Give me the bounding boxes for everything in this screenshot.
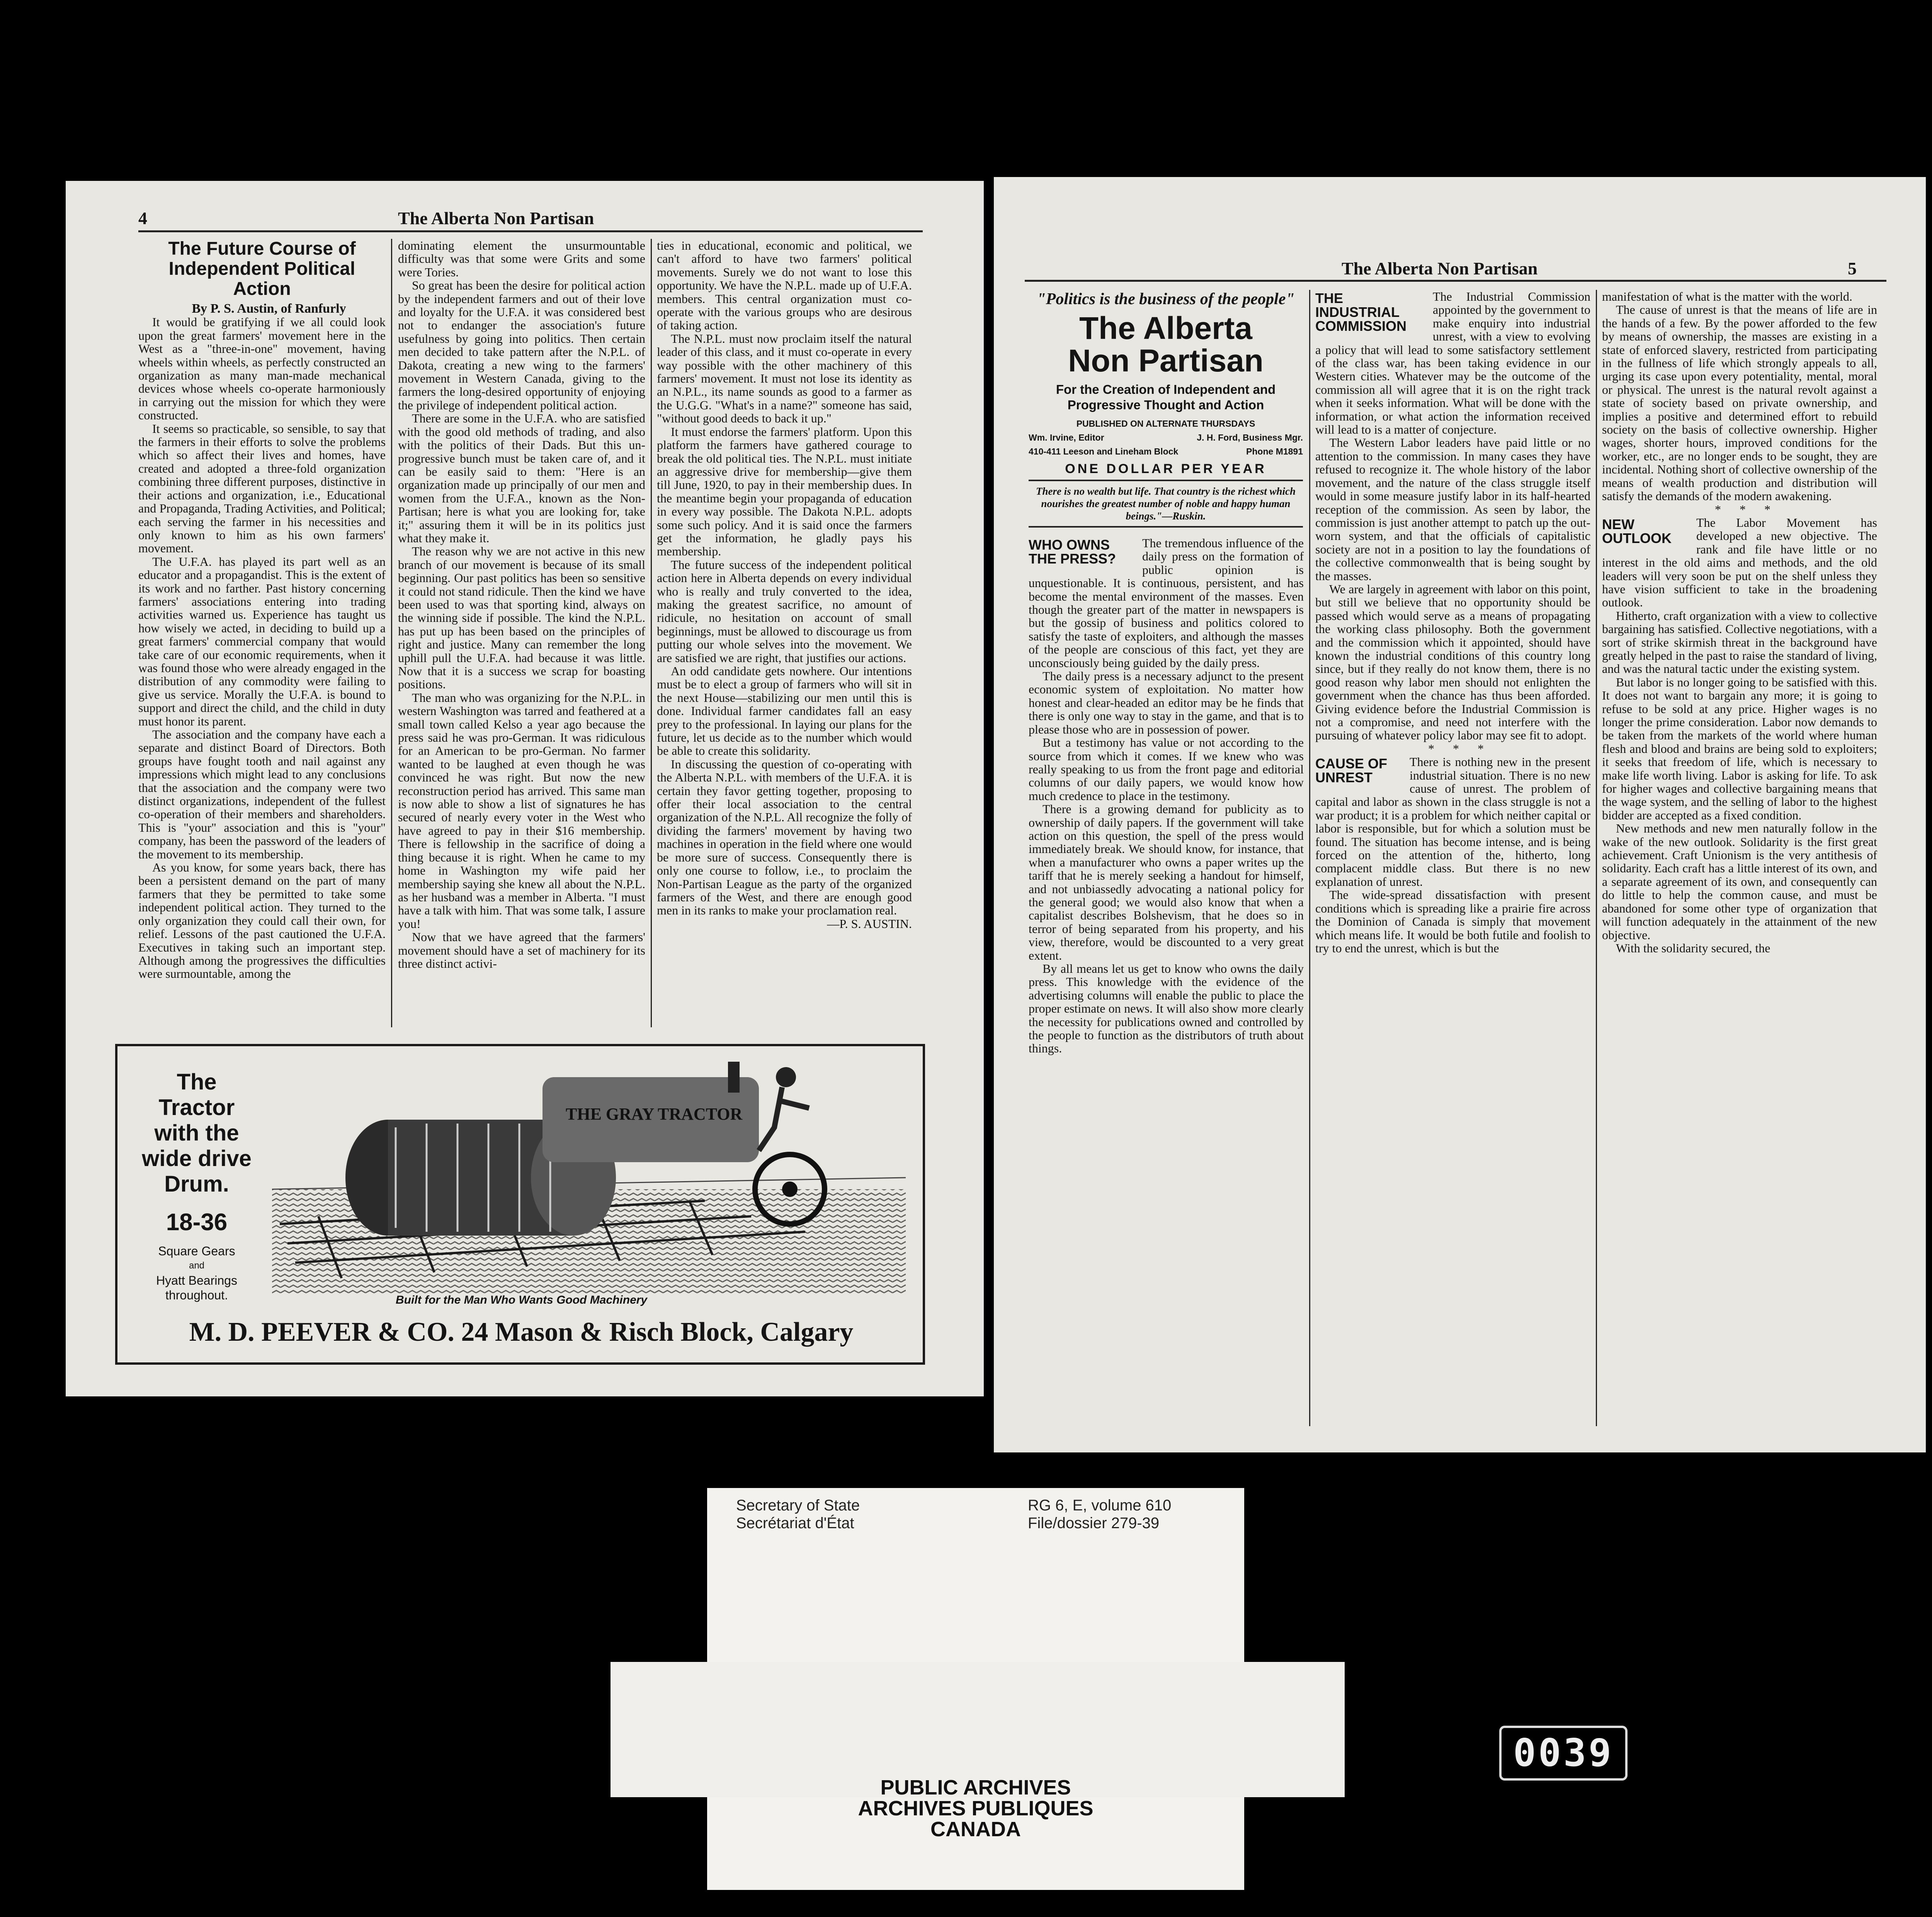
paragraph: manifestation of what is the matter with the world. bbox=[1602, 289, 1852, 303]
paragraph: The tremendous influence of the daily press on the formation of public opinion is unquestionable. It is continuous, persistent, and has become the mental environment of the masses. Even though the greater part of the matter in newspapers is but the gossip of business and politics colored to satisfy the taste of exploiters, and although the masses of the people are conscious of this fact, yet they are unconsciously being guided by the daily press. bbox=[1029, 536, 1304, 670]
paragraph: Hitherto, craft organization with a view to collective bargaining has satisfied. Collective negotiations, with a sort of strike skirmish threat in the background have greatly helped in the past to raise the standard of living, and was the natural tactic under the existing system. bbox=[1602, 608, 1877, 676]
ad-headline-block bbox=[133, 1069, 260, 1302]
page-folio: 5 bbox=[1848, 259, 1857, 278]
business-manager: J. H. Ford, Business Mgr. bbox=[1197, 432, 1303, 443]
ruskin-quote: There is no wealth but life. That country is the richest which nourishes the greatest number of noble and happy human beings."—Ruskin. bbox=[1029, 480, 1303, 528]
archive-dept bbox=[736, 1496, 860, 1532]
column-rule bbox=[651, 239, 652, 1027]
article-col-1 bbox=[138, 239, 386, 981]
paragraph: It seems so practicable, so sensible, to say that the farmers in their efforts to solve the problems which so affect their lives and homes, have created and adopted a three-fold organization combining three different purposes, distinctive in their actions and organization, i.e., Educational and Propaganda, Trading Activities, and Political; each serving the farmer in his necessities and only known to him as his own farmers' movement. bbox=[138, 421, 386, 555]
editorial-col-3 bbox=[1602, 290, 1877, 955]
article-title: The Future Course of Independent Political Action bbox=[168, 238, 356, 299]
running-head: The Alberta Non Partisan bbox=[398, 208, 594, 228]
section-head-unrest: CAUSE OF UNREST bbox=[1315, 756, 1388, 786]
editorial-col-1 bbox=[1029, 536, 1304, 1055]
running-head: The Alberta Non Partisan bbox=[1342, 259, 1538, 278]
article-col-2 bbox=[398, 239, 645, 970]
frame-counter: 0039 bbox=[1499, 1726, 1628, 1781]
dept-english: Secretary of State bbox=[736, 1497, 860, 1514]
paragraph: Now that we have agreed that the farmers' movement should have a set of machinery for its three distinct activi- bbox=[398, 930, 645, 970]
paragraph: As you know, for some years back, there has been a persistent demand on the part of many farmers that they be permitted to take some independent political action. They turned to the only organization they could call their own, for relief. Lessons of the past cautioned the U.F.A. Executives in taking such an important step. Although among the progressives the difficulties were surmountable, among the bbox=[138, 860, 386, 981]
paragraph: The wide-spread dissatisfaction with present conditions which is spreading like a prairie fire across the Dominion of Canada is simply that movement which means life. It would be both futile and foolish to try to end the unrest, which is but the bbox=[1315, 888, 1590, 955]
paragraph: There is a growing demand for publicity as to ownership of daily papers. If the government will take action on this question, the spell of the press would immediately break. We should know, for instance, that when a manufacturer who owns a paper writes up the tariff that he is merely seeking a handout for himself, and not unbiassedly advocating a national policy for the general good; we would also know that when a capitalist describes Bolshevism, that he does so in terror of being separated from his property, and his view, therefore, would be discounted to a very great extent. bbox=[1029, 802, 1304, 962]
paragraph: The future success of the independent political action here in Alberta depends on every individual who is really and truly converted to the idea, making the greatest sacrifice, no amount of ridicule, no hesitation on account of small beginnings, must be allowed to discourage us from putting our whole selves into the movement. We are satisfied we are right, that justifies our actions. bbox=[657, 557, 912, 665]
tractor-advertisement bbox=[115, 1044, 925, 1365]
ad-detail: Hyatt Bearings bbox=[156, 1273, 237, 1287]
page-folio: 4 bbox=[138, 208, 147, 228]
paragraph: An odd candidate gets nowhere. Our intentions must be to elect a group of farmers who will sit in the next House—stabilizing our men until this is done. Individual farmer candidates fall an easy prey to the professional. In laying our plans for the future, let us decide as to the number which would be able to create this solidarity. bbox=[657, 664, 912, 758]
article-signature: —P. S. AUSTIN. bbox=[827, 916, 912, 931]
column-rule bbox=[1309, 290, 1310, 1426]
ad-tagline: Built for the Man Who Wants Good Machinery bbox=[396, 1294, 648, 1306]
archive-reference bbox=[1028, 1496, 1171, 1532]
masthead bbox=[1029, 290, 1303, 528]
column-rule bbox=[1596, 290, 1597, 1426]
dept-french: Secrétariat d'État bbox=[736, 1515, 854, 1532]
masthead-title: The Alberta bbox=[1079, 311, 1253, 346]
archive-name-line: ARCHIVES PUBLIQUES bbox=[858, 1797, 1094, 1820]
editorial-col-2 bbox=[1315, 290, 1590, 955]
column-rule bbox=[391, 239, 392, 1027]
ad-advertiser: M. D. PEEVER & CO. 24 Mason & Risch Block, Calgary bbox=[189, 1317, 854, 1347]
ad-detail: Square Gears bbox=[158, 1244, 235, 1258]
paragraph: ties in educational, economic and political, we can't afford to have two farmers' political movements. Surely we do not want to lose this opportunity. We have the N.P.L. made up of U.F.A. members. This central organization must co-operate with the various groups who are desirous of taking action. bbox=[657, 238, 912, 332]
ad-headline-line: Drum. bbox=[164, 1171, 229, 1197]
ad-model: 18-36 bbox=[166, 1209, 228, 1236]
paragraph: The cause of unrest is that the means of life are in the hands of a few. By the power afforded to the few by means of ownership, the masses are existing in a state of enforced slavery, restricted from participating in the fullness of life which strongly appeals to all, urging its case upon every potentiality, mental, moral or physical. The unrest is the natural revolt against a state of society based on private ownership, and implies a positive and determined effort to rebuild society on the basis of collective ownership. Higher wages, shorter hours, improved conditions for the worker, etc., are no longer ends to be sought, they are incidental. Nothing short of collective ownership of the means of wealth production and distribution will satisfy the demands of the modern awakening. bbox=[1602, 303, 1877, 503]
address: 410-411 Leeson and Lineham Block bbox=[1029, 446, 1179, 456]
staff-line bbox=[1029, 431, 1303, 444]
address-line bbox=[1029, 444, 1303, 458]
paragraph: The U.F.A. has played its part well as an educator and a propagandist. This is the extent of its work and no farther. Past history concerning farmers' associations entering into trading activities warned us. Experience has taught us how wisely we acted, in deciding to build up a great farmers' commercial company that would take care of our economic requirements, when it was found those who were already engaged in the distribution of any commodity were failing to give us service. Morally the U.F.A. is bound to support and direct the child, and the child in duty must honor its parent. bbox=[138, 554, 386, 728]
paragraph: The Labor Movement has developed a new objective. The rank and file have little or no interest in the old aims and methods, and the old leaders will very soon be put on the shelf unless they have vision sufficient to take in the broadening outlook. bbox=[1602, 515, 1877, 609]
paragraph: The reason why we are not active in this new branch of our movement is because of its small beginning. Our past politics has been so sensitive it could not stand ridicule. Then the kind we have been used to was that sporting kind, always on the winning side if possible. The kind the N.P.L. has put up has been based on the principles of right and justice. Many can remember the long uphill pull the U.F.A. had because it was little. Now that it is a success we scrap for boasting positions. bbox=[398, 544, 645, 691]
paragraph: The daily press is a necessary adjunct to the present economic system of exploitation. No matter how honest and clear-headed an editor may be he finds that there is only one way to stay in the game, and that is to please those who are in possession of power. bbox=[1029, 669, 1304, 736]
paragraph: It must endorse the farmers' platform. Upon this platform the farmers have gathered courage to break the old political ties. The N.P.L. must initiate an aggressive drive for membership—give them till June, 1920, to pay in their membership dues. In the meantime begin your propaganda of education in every way possible. The Dakota N.P.L. adopts some such policy. And it is said once the farmers get the information, he gladly pays his membership. bbox=[657, 424, 912, 558]
ad-headline-line: with the bbox=[154, 1120, 239, 1146]
head-rule bbox=[1025, 280, 1886, 282]
file-number: File/dossier 279-39 bbox=[1028, 1515, 1160, 1532]
paragraph: By all means let us get to know who owns the daily press. This knowledge with the evidence of the advertising columns will enable the public to place the proper estimate on news. It will also show more clearly the necessity for publications owned and controlled by the people to function as the distributors of truth about things. bbox=[1029, 962, 1304, 1056]
paragraph: There is nothing new in the present industrial situation. There is no new cause of unrest. The problem of capital and labor as shown in the class struggle is not a war product; it is a problem for which neither capital or labor is responsible, but for which a solution must be found. The situation has become intense, and is being forced on the attention of the, hitherto, long complacent middle class. But there is no new explanation of unrest. bbox=[1315, 755, 1590, 889]
archive-name bbox=[707, 1777, 1244, 1840]
left-page bbox=[66, 181, 984, 1396]
paragraph: The Industrial Commission appointed by the government to make enquiry into industrial unrest, with a view to evolving a policy that will lead to some satisfactory settlement of the class war, has been taking evidence in our Western cities. Whatever may be the outcome of the commission all will agree that it is on the right track when it seeks information. What will be done with the information, or what action the information received will lead to is a matter of conjecture. bbox=[1315, 289, 1590, 437]
record-group: RG 6, E, volume 610 bbox=[1028, 1497, 1172, 1514]
paragraph: We are largely in agreement with labor on this point, but still we believe that no opportunity should be passed which would serve as a means of propagating the working class philosophy. Both the government and the commission which it appointed, should have known the industrial conditions of this country long since, but if they really do not know them, there is no good reason why labor men should not enlighten the government when the chance has thus been afforded. Giving evidence before the Industrial Commission is not a compromise, and need not interfere with the pursuing of whatever policy labor may see fit to adopt. bbox=[1315, 582, 1590, 742]
article-col-3 bbox=[657, 239, 912, 930]
section-separator: * * * bbox=[1428, 741, 1492, 756]
paragraph: There are some in the U.F.A. who are satisfied with the good old methods of trading, and also with the politics of their Dads. But this un-progressive bunch must be taken care of, and it can be easily said to them: "Here is an organization made up principally of our men and women from the U.F.A., known as the Non-Partisan; here is what you are looking for, take it;" assuring them it will be in its politics just what they make it. bbox=[398, 411, 645, 545]
publication-schedule: PUBLISHED ON ALTERNATE THURSDAYS bbox=[1076, 419, 1255, 429]
tractor-illustration bbox=[272, 1062, 906, 1294]
subtitle-line: Progressive Thought and Action bbox=[1067, 398, 1264, 412]
paragraph: New methods and new men naturally follow in the wake of the new outlook. Solidarity is the first great achievement. Craft Unionism is the very antithesis of solidarity. Each craft has a little interest of its own, and a separate agreement of its own, and consequently can do little to help the common cause, and must be abandoned for some other type of organization that will function adequately in the attainment of the new objective. bbox=[1602, 821, 1877, 942]
paragraph: But labor is no longer going to be satisfied with this. It does not want to bargain any more; it is going to refuse to be sold at any price. Higher wages is no longer the prime consideration. Labor now demands to be taken from the markets of the world where human flesh and blood and brains are being sold to exploiters; it seeks that freedom of life, which is necessary to make life worth living. Labor is asking for life. To ask for higher wages and collective bargaining means that the wage system, and the selling of labor to the highest bidder are accepted as a fixed condition. bbox=[1602, 675, 1877, 822]
phone: Phone M1891 bbox=[1246, 446, 1303, 456]
ad-headline-line: The bbox=[177, 1069, 217, 1095]
paragraph: So great has been the desire for political action by the independent farmers and out of their love and loyalty for the U.F.A. it was considered best not to endanger the association's future usefulness by going into politics. Then certain men decided to take pattern after the N.P.L. of Dakota, creating a new wing to the farmers' movement in Western Canada, giving to the farmers the long-desired opportunity of enjoying the privilege of independent political action. bbox=[398, 278, 645, 412]
ad-detail: and bbox=[189, 1260, 205, 1271]
subtitle-line: For the Creation of Independent and bbox=[1056, 382, 1276, 397]
head-rule bbox=[138, 230, 923, 232]
section-head-press: WHO OWNS THE PRESS? bbox=[1029, 537, 1116, 567]
right-page bbox=[994, 177, 1926, 1452]
section-separator: * * * bbox=[1715, 502, 1778, 516]
ad-headline-line: wide drive bbox=[142, 1146, 252, 1171]
masthead-title: Non Partisan bbox=[1068, 343, 1264, 378]
paragraph: dominating element the unsurmountable difficulty was that some were Grits and some were Tories. bbox=[398, 238, 645, 279]
paragraph: With the solidarity secured, the bbox=[1616, 941, 1770, 955]
paragraph: The N.P.L. must now proclaim itself the natural leader of this class, and it must co-operate in every way possible with the other machinery of this farmers' movement. It must not lose its identity as an N.P.L., its name sounds as good to a farmer as the U.G.G. "What's in a name?" someone has said, "without good deeds to back it up." bbox=[657, 331, 912, 426]
ad-detail: throughout. bbox=[165, 1288, 228, 1302]
editor: Wm. Irvine, Editor bbox=[1029, 432, 1104, 443]
paragraph: The man who was organizing for the N.P.L. in western Washington was tarred and feathered at a small town called Kelso a year ago because the press said he was pro-German. It was ridiculous for an American to be pro-German. No farmer wanted to be laughed at even though he was convinced he was right. But now the new reconstruction period has arrived. This same man is now able to show a list of signatures he has secured of nearly every voter in the West who have agreed to pay in their $16 membership. There is fellowship in the sacrifice of doing a thing because it is right. When he came to my home in Washington my wife paid her membership saying she knew all about the N.P.L. as her husband was a member in Alberta. "I must have a talk with him. That was some talk, I assure you! bbox=[398, 690, 645, 931]
article-byline: By P. S. Austin, of Ranfurly bbox=[192, 301, 346, 316]
tractor-label: THE GRAY TRACTOR bbox=[566, 1105, 743, 1124]
archive-name-line: CANADA bbox=[930, 1818, 1021, 1841]
section-head-outlook: NEW OUTLOOK bbox=[1602, 516, 1672, 546]
paragraph: But a testimony has value or not according to the source from which it comes. If we knew who was really speaking to us from the front page and editorial columns of our daily papers, we would know how much credence to place in the testimony. bbox=[1029, 735, 1304, 803]
paragraph: In discussing the question of co-operating with the Alberta N.P.L. with members of the U.F.A. it is certain they favor getting together, proposing to offer their local association to the central organization of the N.P.L. All recognize the folly of dividing the farmers' movement by having two machines in operation in the field where one would be more sure of success. Consequently there is only one course to follow, i.e., to proclaim the Non-Partisan League as the party of the organized farmers of the West, and there are enough good men in its ranks to make your proclamation real. bbox=[657, 757, 912, 918]
ad-headline-line: Tractor bbox=[158, 1095, 235, 1120]
paragraph: The Western Labor leaders have paid little or no attention to the commission. In many cases they have refused to recognize it. The whole history of the labor movement, and the nature of the class struggle itself would in some measure justify labor in its half-hearted reception of the commission. As seen by labor, the commission is just another attempt to patch up the out-worn system, and that the officials of capitalistic society are not in a position to lay the foundations of the collective commonwealth that is being sought by the masses. bbox=[1315, 436, 1590, 583]
section-head-commission: THE INDUSTRIAL COMMISSION bbox=[1315, 290, 1407, 334]
masthead-subtitle bbox=[1029, 382, 1303, 413]
paragraph: It would be gratifying if we all could look upon the great farmers' movement here in the West as a "three-in-one" movement, having wheels within wheels, as perfectly constructed an organization as many man-made mechanical devices whose wheels co-operate harmoniously in carrying out the mission for which they were constructed. bbox=[138, 315, 386, 422]
subscription-price: ONE DOLLAR PER YEAR bbox=[1065, 461, 1267, 476]
masthead-motto: "Politics is the business of the people" bbox=[1037, 290, 1295, 308]
archive-name-line: PUBLIC ARCHIVES bbox=[880, 1776, 1071, 1799]
paragraph: The association and the company have each a separate and distinct Board of Directors. Both groups have fought tooth and nail against any impressions which might lead to any conclusions that the association and the company were two distinct organizations, independent of the fullest co-operation of their members and shareholders. This is "your" association and this is "your" company, has been the password of the leaders of the movement to its membership. bbox=[138, 727, 386, 861]
